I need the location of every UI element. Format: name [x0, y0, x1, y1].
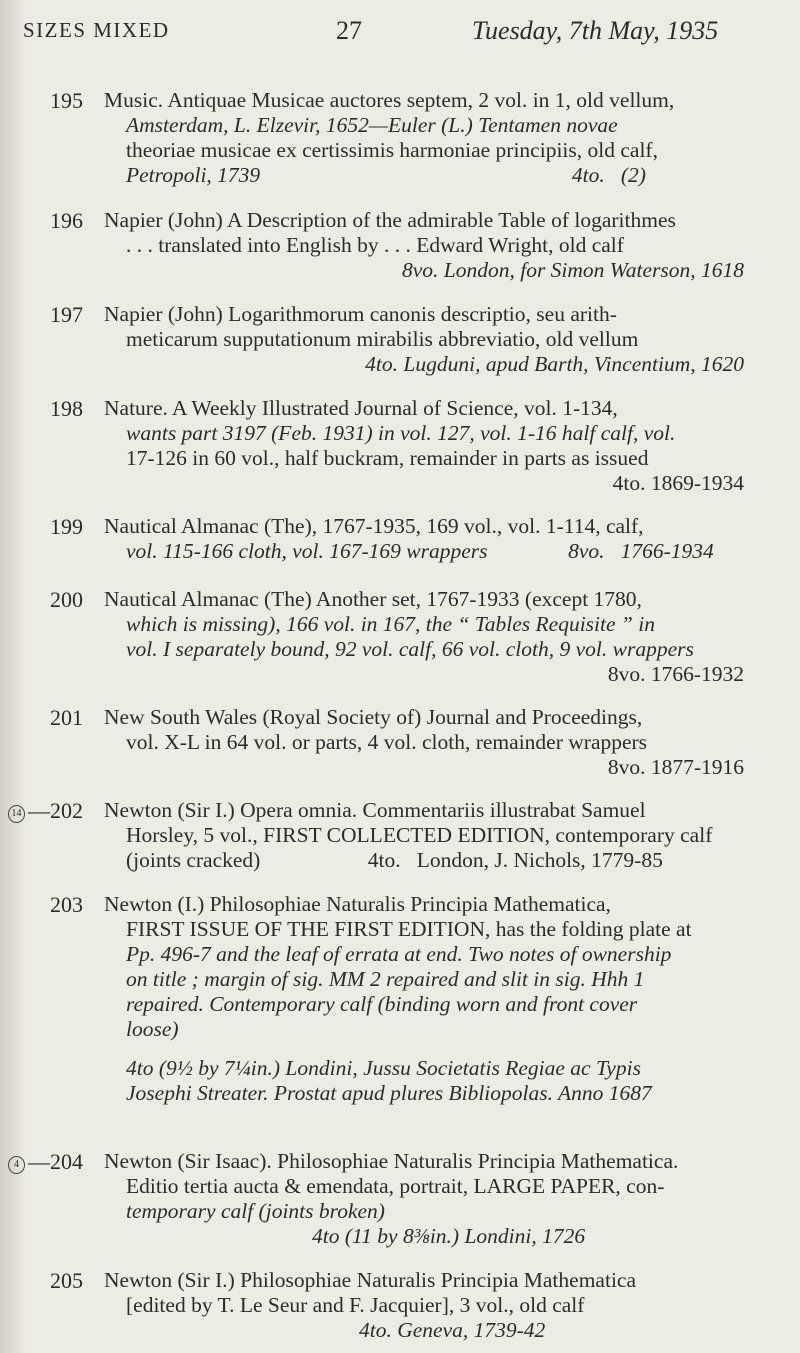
lot-line: vol. X-L in 64 vol. or parts, 4 vol. cloth, remainder wrappers [126, 730, 648, 754]
lot-number: 198 [50, 396, 83, 421]
lot-number: 203 [50, 892, 83, 917]
lot-description [104, 396, 744, 496]
lot-description [104, 798, 744, 873]
lot-line: New South Wales (Royal Society of) Journal and Proceedings, [104, 705, 643, 729]
lot-number: 205 [50, 1268, 83, 1293]
lot-line: Nature. A Weekly Illustrated Journal of Science, vol. 1-134, [104, 396, 618, 420]
lot-line: Napier (John) Logarithmorum canonis descriptio, seu arith- [104, 302, 617, 326]
lot-number-text: —202 [28, 798, 83, 823]
lot-line: . . . translated into English by . . . Edward Wright, old calf [126, 233, 624, 257]
lot-line: (joints cracked) 4to. London, J. Nichols, 1779-85 [126, 848, 663, 872]
lot-description [104, 705, 744, 780]
lot-description [104, 892, 744, 1106]
lot-line: repaired. Contemporary calf (binding worn and front cover [126, 992, 638, 1016]
lot-line: theoriae musicae ex certissimis harmoniae principiis, old calf, [126, 138, 658, 162]
lot-line: FIRST ISSUE OF THE FIRST EDITION, has the folding plate at [126, 917, 692, 941]
lot-number: 199 [50, 514, 83, 539]
lot-number: 197 [50, 302, 83, 327]
lot-number [8, 798, 83, 824]
lot-line: Horsley, 5 vol., FIRST COLLECTED EDITION, contemporary calf [126, 823, 713, 847]
lot-description [104, 88, 744, 188]
lot-line: Pp. 496-7 and the leaf of errata at end. Two notes of ownership [126, 942, 672, 966]
lot-line: Petropoli, 1739 4to. (2) [126, 163, 646, 187]
lot-line: vol. 115-166 cloth, vol. 167-169 wrappers 8vo. 1766-1934 [126, 539, 714, 563]
lot-line: Newton (I.) Philosophiae Naturalis Principia Mathematica, [104, 892, 611, 916]
lot-line: 8vo. 1877-1916 [607, 755, 744, 779]
lot-line: 8vo. 1766-1932 [607, 662, 744, 686]
lot-line: wants part 3197 (Feb. 1931) in vol. 127, vol. 1-16 half calf, vol. [126, 421, 676, 445]
lot-description [104, 1149, 744, 1249]
lot-line: Editio tertia aucta & emendata, portrait, LARGE PAPER, con- [126, 1174, 665, 1198]
lot-line: loose) [126, 1017, 179, 1041]
lot-line: 4to (11 by 8⅜in.) Londini, 1726 [312, 1224, 586, 1248]
lot-number [8, 1149, 83, 1175]
lot-line: 8vo. London, for Simon Waterson, 1618 [401, 258, 744, 282]
lot-description [104, 587, 744, 687]
lot-line: Newton (Sir I.) Philosophiae Naturalis Principia Mathematica [104, 1268, 636, 1292]
section-heading: SIZES MIXED [23, 18, 170, 42]
lot-line: Amsterdam, L. Elzevir, 1652—Euler (L.) Tentamen novae [126, 113, 618, 137]
lot-number: 196 [50, 208, 83, 233]
running-header [0, 16, 800, 56]
lot-number-text: —204 [28, 1149, 83, 1174]
lot-line: Newton (Sir Isaac). Philosophiae Naturalis Principia Mathematica. [104, 1149, 679, 1173]
lot-description [104, 514, 744, 564]
lot-description [104, 1268, 744, 1343]
handwritten-circle-mark: 14 [8, 805, 25, 823]
lot-description [104, 302, 744, 377]
lot-line: 4to. 1869-1934 [612, 471, 744, 495]
lot-description [104, 208, 744, 283]
handwritten-circle-mark: 4 [8, 1156, 25, 1174]
spacer [104, 1042, 744, 1056]
lot-line: Nautical Almanac (The), 1767-1935, 169 vol., vol. 1-114, calf, [104, 514, 644, 538]
lot-line: Napier (John) A Description of the admirable Table of logarithmes [104, 208, 676, 232]
lot-line: 4to. Geneva, 1739-42 [359, 1318, 546, 1342]
lot-line: on title ; margin of sig. MM 2 repaired and slit in sig. Hhh 1 [126, 967, 645, 991]
lot-number: 200 [50, 587, 83, 612]
lot-line: 17-126 in 60 vol., half buckram, remainder in parts as issued [126, 446, 649, 470]
lot-line: 4to (9½ by 7¼in.) Londini, Jussu Societatis Regiae ac Typis [126, 1056, 641, 1080]
lot-line: meticarum supputationum mirabilis abbreviatio, old vellum [126, 327, 639, 351]
lot-number: 201 [50, 705, 83, 730]
lot-line: [edited by T. Le Seur and F. Jacquier], 3 vol., old calf [126, 1293, 585, 1317]
lot-line: Nautical Almanac (The) Another set, 1767-1933 (except 1780, [104, 587, 642, 611]
lot-line: Music. Antiquae Musicae auctores septem, 2 vol. in 1, old vellum, [104, 88, 675, 112]
lot-line: temporary calf (joints broken) [126, 1199, 385, 1223]
lot-line: Newton (Sir I.) Opera omnia. Commentariis illustrabat Samuel [104, 798, 646, 822]
lot-line: which is missing), 166 vol. in 167, the “ Tables Requisite ” in [126, 612, 655, 636]
lot-line: Josephi Streater. Prostat apud plures Bibliopolas. Anno 1687 [126, 1081, 652, 1105]
sale-date: Tuesday, 7th May, 1935 [472, 16, 719, 45]
lot-line: 4to. Lugduni, apud Barth, Vincentium, 1620 [365, 352, 744, 376]
lot-number: 195 [50, 88, 83, 113]
lot-line: vol. I separately bound, 92 vol. calf, 66 vol. cloth, 9 vol. wrappers [126, 637, 694, 661]
page-number: 27 [336, 16, 362, 45]
